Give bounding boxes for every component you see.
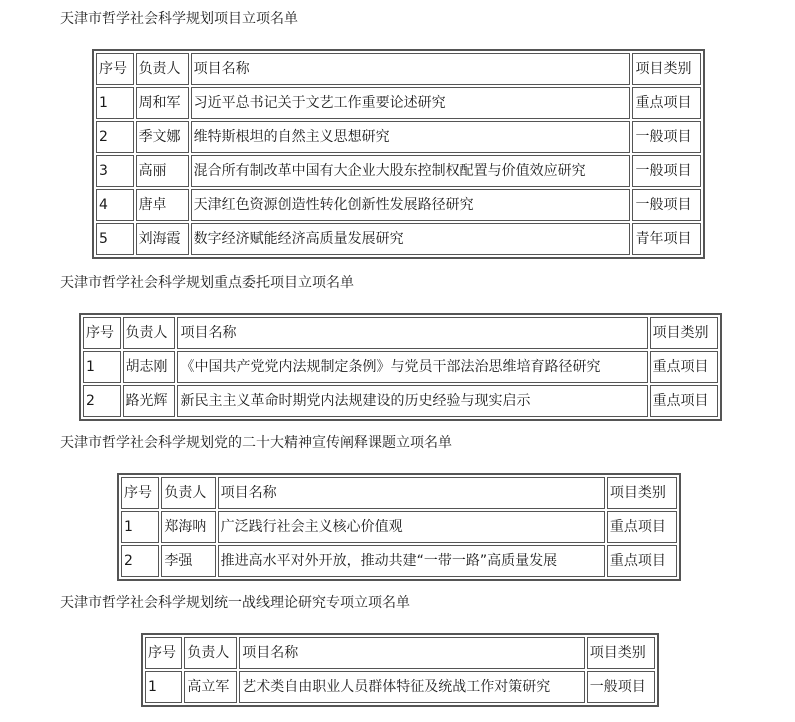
cell-number: 5: [96, 223, 134, 255]
cell-category: 一般项目: [632, 155, 701, 187]
header-leader: 负责人: [184, 637, 237, 669]
table-header-row: [83, 317, 718, 349]
cell-leader: 李强: [161, 545, 215, 577]
project-table: [117, 473, 681, 581]
table-row: [96, 87, 701, 119]
header-number: 序号: [145, 637, 182, 669]
cell-project-name: 广泛践行社会主义核心价值观: [218, 511, 605, 543]
cell-project-name: 天津红色资源创造性转化创新性发展路径研究: [191, 189, 631, 221]
cell-project-name: 《中国共产党党内法规制定条例》与党员干部法治思维培育路径研究: [177, 351, 647, 383]
table-row: [96, 223, 701, 255]
header-project-name: 项目名称: [218, 477, 605, 509]
header-category: 项目类别: [632, 53, 701, 85]
cell-category: 重点项目: [632, 87, 701, 119]
header-category: 项目类别: [607, 477, 677, 509]
table-row: [96, 155, 701, 187]
cell-category: 一般项目: [632, 189, 701, 221]
cell-number: 2: [121, 545, 159, 577]
cell-project-name: 数字经济赋能经济高质量发展研究: [191, 223, 631, 255]
header-leader: 负责人: [161, 477, 215, 509]
table-header-row: [145, 637, 655, 669]
cell-leader: 刘海霞: [136, 223, 189, 255]
header-leader: 负责人: [123, 317, 176, 349]
cell-category: 一般项目: [587, 671, 655, 703]
cell-leader: 路光辉: [123, 385, 176, 417]
cell-number: 2: [96, 121, 134, 153]
table-row: [83, 351, 718, 383]
section-title: 天津市哲学社会科学规划项目立项名单: [60, 11, 298, 27]
cell-category: 青年项目: [632, 223, 701, 255]
cell-project-name: 艺术类自由职业人员群体特征及统战工作对策研究: [239, 671, 585, 703]
cell-number: 2: [83, 385, 121, 417]
table-header-row: [96, 53, 701, 85]
cell-category: 重点项目: [607, 545, 677, 577]
header-category: 项目类别: [650, 317, 718, 349]
cell-project-name: 推进高水平对外开放，推动共建“一带一路”高质量发展: [218, 545, 605, 577]
header-number: 序号: [83, 317, 121, 349]
cell-number: 1: [83, 351, 121, 383]
table-header-row: [121, 477, 677, 509]
cell-category: 重点项目: [607, 511, 677, 543]
header-category: 项目类别: [587, 637, 655, 669]
cell-leader: 胡志刚: [123, 351, 176, 383]
cell-number: 4: [96, 189, 134, 221]
table-row: [121, 545, 677, 577]
cell-number: 1: [121, 511, 159, 543]
cell-project-name: 维特斯根坦的自然主义思想研究: [191, 121, 631, 153]
cell-project-name: 混合所有制改革中国有大企业大股东控制权配置与价值效应研究: [191, 155, 631, 187]
section-title: 天津市哲学社会科学规划统一战线理论研究专项立项名单: [60, 595, 410, 611]
cell-leader: 季文娜: [136, 121, 189, 153]
cell-leader: 高丽: [136, 155, 189, 187]
section-title: 天津市哲学社会科学规划党的二十大精神宣传阐释课题立项名单: [60, 435, 452, 451]
header-number: 序号: [96, 53, 134, 85]
cell-leader: 周和军: [136, 87, 189, 119]
cell-leader: 唐卓: [136, 189, 189, 221]
table-row: [96, 189, 701, 221]
section-title: 天津市哲学社会科学规划重点委托项目立项名单: [60, 275, 354, 291]
table-row: [145, 671, 655, 703]
cell-category: 重点项目: [650, 351, 718, 383]
cell-category: 一般项目: [632, 121, 701, 153]
cell-project-name: 习近平总书记关于文艺工作重要论述研究: [191, 87, 631, 119]
header-number: 序号: [121, 477, 159, 509]
cell-leader: 高立军: [184, 671, 237, 703]
header-project-name: 项目名称: [191, 53, 631, 85]
table-row: [83, 385, 718, 417]
cell-number: 1: [145, 671, 182, 703]
header-leader: 负责人: [136, 53, 189, 85]
header-project-name: 项目名称: [177, 317, 647, 349]
header-project-name: 项目名称: [239, 637, 585, 669]
table-row: [96, 121, 701, 153]
project-table: [92, 49, 705, 259]
project-table: [141, 633, 659, 707]
cell-category: 重点项目: [650, 385, 718, 417]
cell-leader: 郑海呐: [161, 511, 215, 543]
cell-number: 1: [96, 87, 134, 119]
cell-number: 3: [96, 155, 134, 187]
cell-project-name: 新民主主义革命时期党内法规建设的历史经验与现实启示: [177, 385, 647, 417]
table-row: [121, 511, 677, 543]
project-table: [79, 313, 722, 421]
